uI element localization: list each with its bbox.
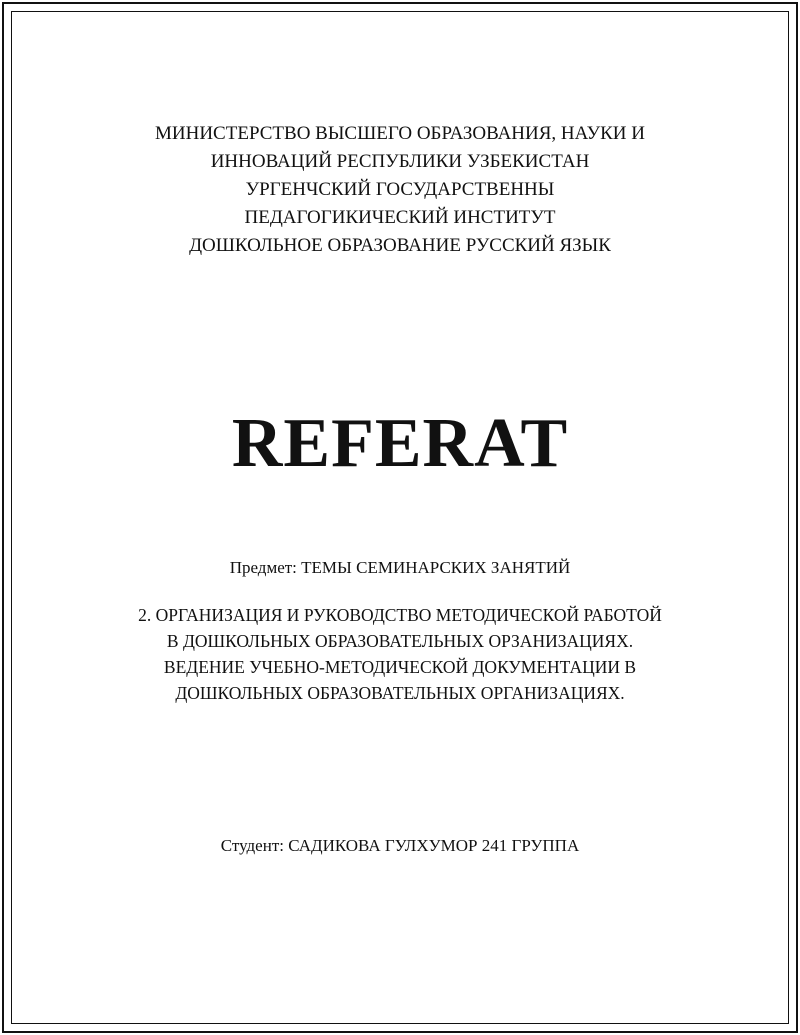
header-line-republic: ИННОВАЦИЙ РЕСПУБЛИКИ УЗБЕКИСТАН (210, 151, 590, 172)
topic-line-2: В ДОШКОЛЬНЫХ ОБРАЗОВАТЕЛЬНЫХ ОРЗАНИЗАЦИЯХ. (166, 631, 634, 651)
subject-line: Предмет: ТЕМЫ СЕМИНАРСКИХ ЗАНЯТИЙ (229, 558, 571, 577)
institution-header (0, 120, 800, 260)
header-line-faculty: ДОШКОЛЬНОЕ ОБРАЗОВАНИЕ РУССКИЙ ЯЗЫК (189, 235, 611, 256)
header-line-university: УРГЕНЧСКИЙ ГОСУДАРСТВЕННЫ (245, 179, 555, 200)
document-title: REFERAT (231, 405, 569, 482)
topic-line-4: ДОШКОЛЬНЫХ ОБРАЗОВАТЕЛЬНЫХ ОРГАНИЗАЦИЯХ. (175, 683, 625, 703)
topic-block (0, 602, 800, 706)
topic-line-3: ВЕДЕНИЕ УЧЕБНО-МЕТОДИЧЕСКОЙ ДОКУМЕНТАЦИИ В (163, 657, 637, 677)
header-line-ministry: МИНИСТЕРСТВО ВЫСШЕГО ОБРАЗОВАНИЯ, НАУКИ И (155, 123, 645, 144)
header-line-institute: ПЕДАГОГИКИЧЕСКИЙ ИНСТИТУТ (244, 207, 556, 228)
student-line: Студент: САДИКОВА ГУЛХУМОР 241 ГРУППА (220, 836, 580, 855)
topic-line-1: 2. ОРГАНИЗАЦИЯ И РУКОВОДСТВО МЕТОДИЧЕСКОЙ РАБОТОЙ (138, 605, 662, 625)
